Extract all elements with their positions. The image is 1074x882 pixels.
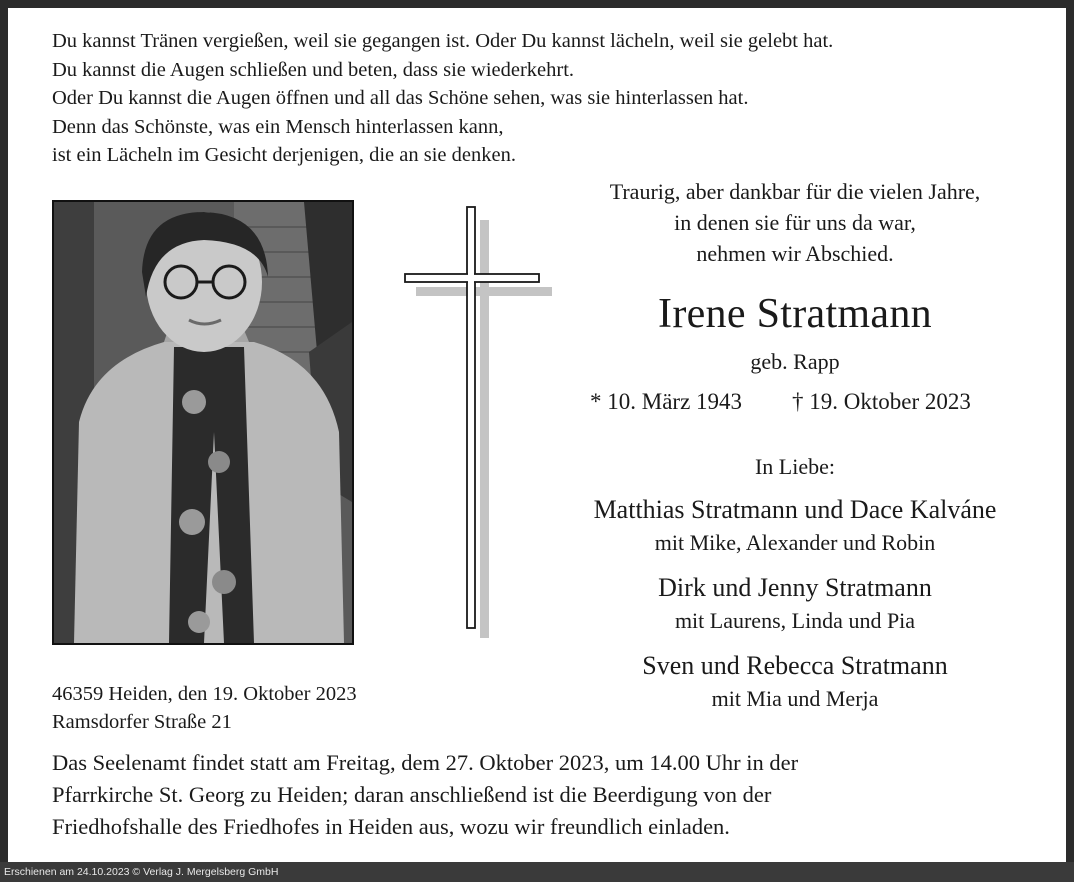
poem-line: Du kannst Tränen vergießen, weil sie gegangen ist. Oder Du kannst lächeln, weil sie gelebt hat. <box>52 30 834 52</box>
intro-line: in denen sie für uns da war, <box>674 210 916 235</box>
intro-line: nehmen wir Abschied. <box>696 241 894 266</box>
service-line: Pfarrkirche St. Georg zu Heiden; daran anschließend ist die Beerdigung von der <box>52 782 772 807</box>
place-date: 46359 Heiden, den 19. Oktober 2023 <box>52 683 357 705</box>
poem-line: Denn das Schönste, was ein Mensch hinterlassen kann, <box>52 115 504 138</box>
mourner-children: mit Mia und Merja <box>711 686 879 711</box>
obituary-notice <box>8 8 1066 862</box>
publication-footer: Erschienen am 24.10.2023 © Verlag J. Mergelsberg GmbH <box>0 862 1074 882</box>
intro-line: Traurig, aber dankbar für die vielen Jahre, <box>609 179 981 204</box>
mourner-children: mit Laurens, Linda und Pia <box>674 608 916 633</box>
service-info <box>52 747 798 843</box>
street-address: Ramsdorfer Straße 21 <box>52 711 232 733</box>
portrait-photo <box>52 200 354 645</box>
mourner-names: Matthias Stratmann und Dace Kalváne <box>593 495 997 524</box>
maiden-name: geb. Rapp <box>750 349 840 374</box>
love-heading: In Liebe: <box>754 454 836 479</box>
deceased-name: Irene Stratmann <box>658 291 932 337</box>
death-date: † 19. Oktober 2023 <box>792 389 971 414</box>
mourner-names: Sven und Rebecca Stratmann <box>642 651 948 680</box>
mourner-children: mit Mike, Alexander und Robin <box>654 530 936 555</box>
service-line: Friedhofshalle des Friedhofes in Heiden aus, wozu wir freundlich einladen. <box>52 814 730 839</box>
birth-date: * 10. März 1943 <box>590 389 743 414</box>
poem-line: ist ein Lächeln im Gesicht derjenigen, die an sie denken. <box>52 144 516 167</box>
poem-line: Oder Du kannst die Augen öffnen und all das Schöne sehen, was sie hinterlassen hat. <box>52 87 749 110</box>
intro-text <box>530 176 1060 269</box>
mourner-names: Dirk und Jenny Stratmann <box>658 573 932 602</box>
poem <box>52 27 833 170</box>
poem-line: Du kannst die Augen schließen und beten, dass sie wiederkehrt. <box>52 58 575 81</box>
address-block <box>52 680 357 736</box>
service-line: Das Seelenamt findet statt am Freitag, dem 27. Oktober 2023, um 14.00 Uhr in der <box>52 750 799 775</box>
